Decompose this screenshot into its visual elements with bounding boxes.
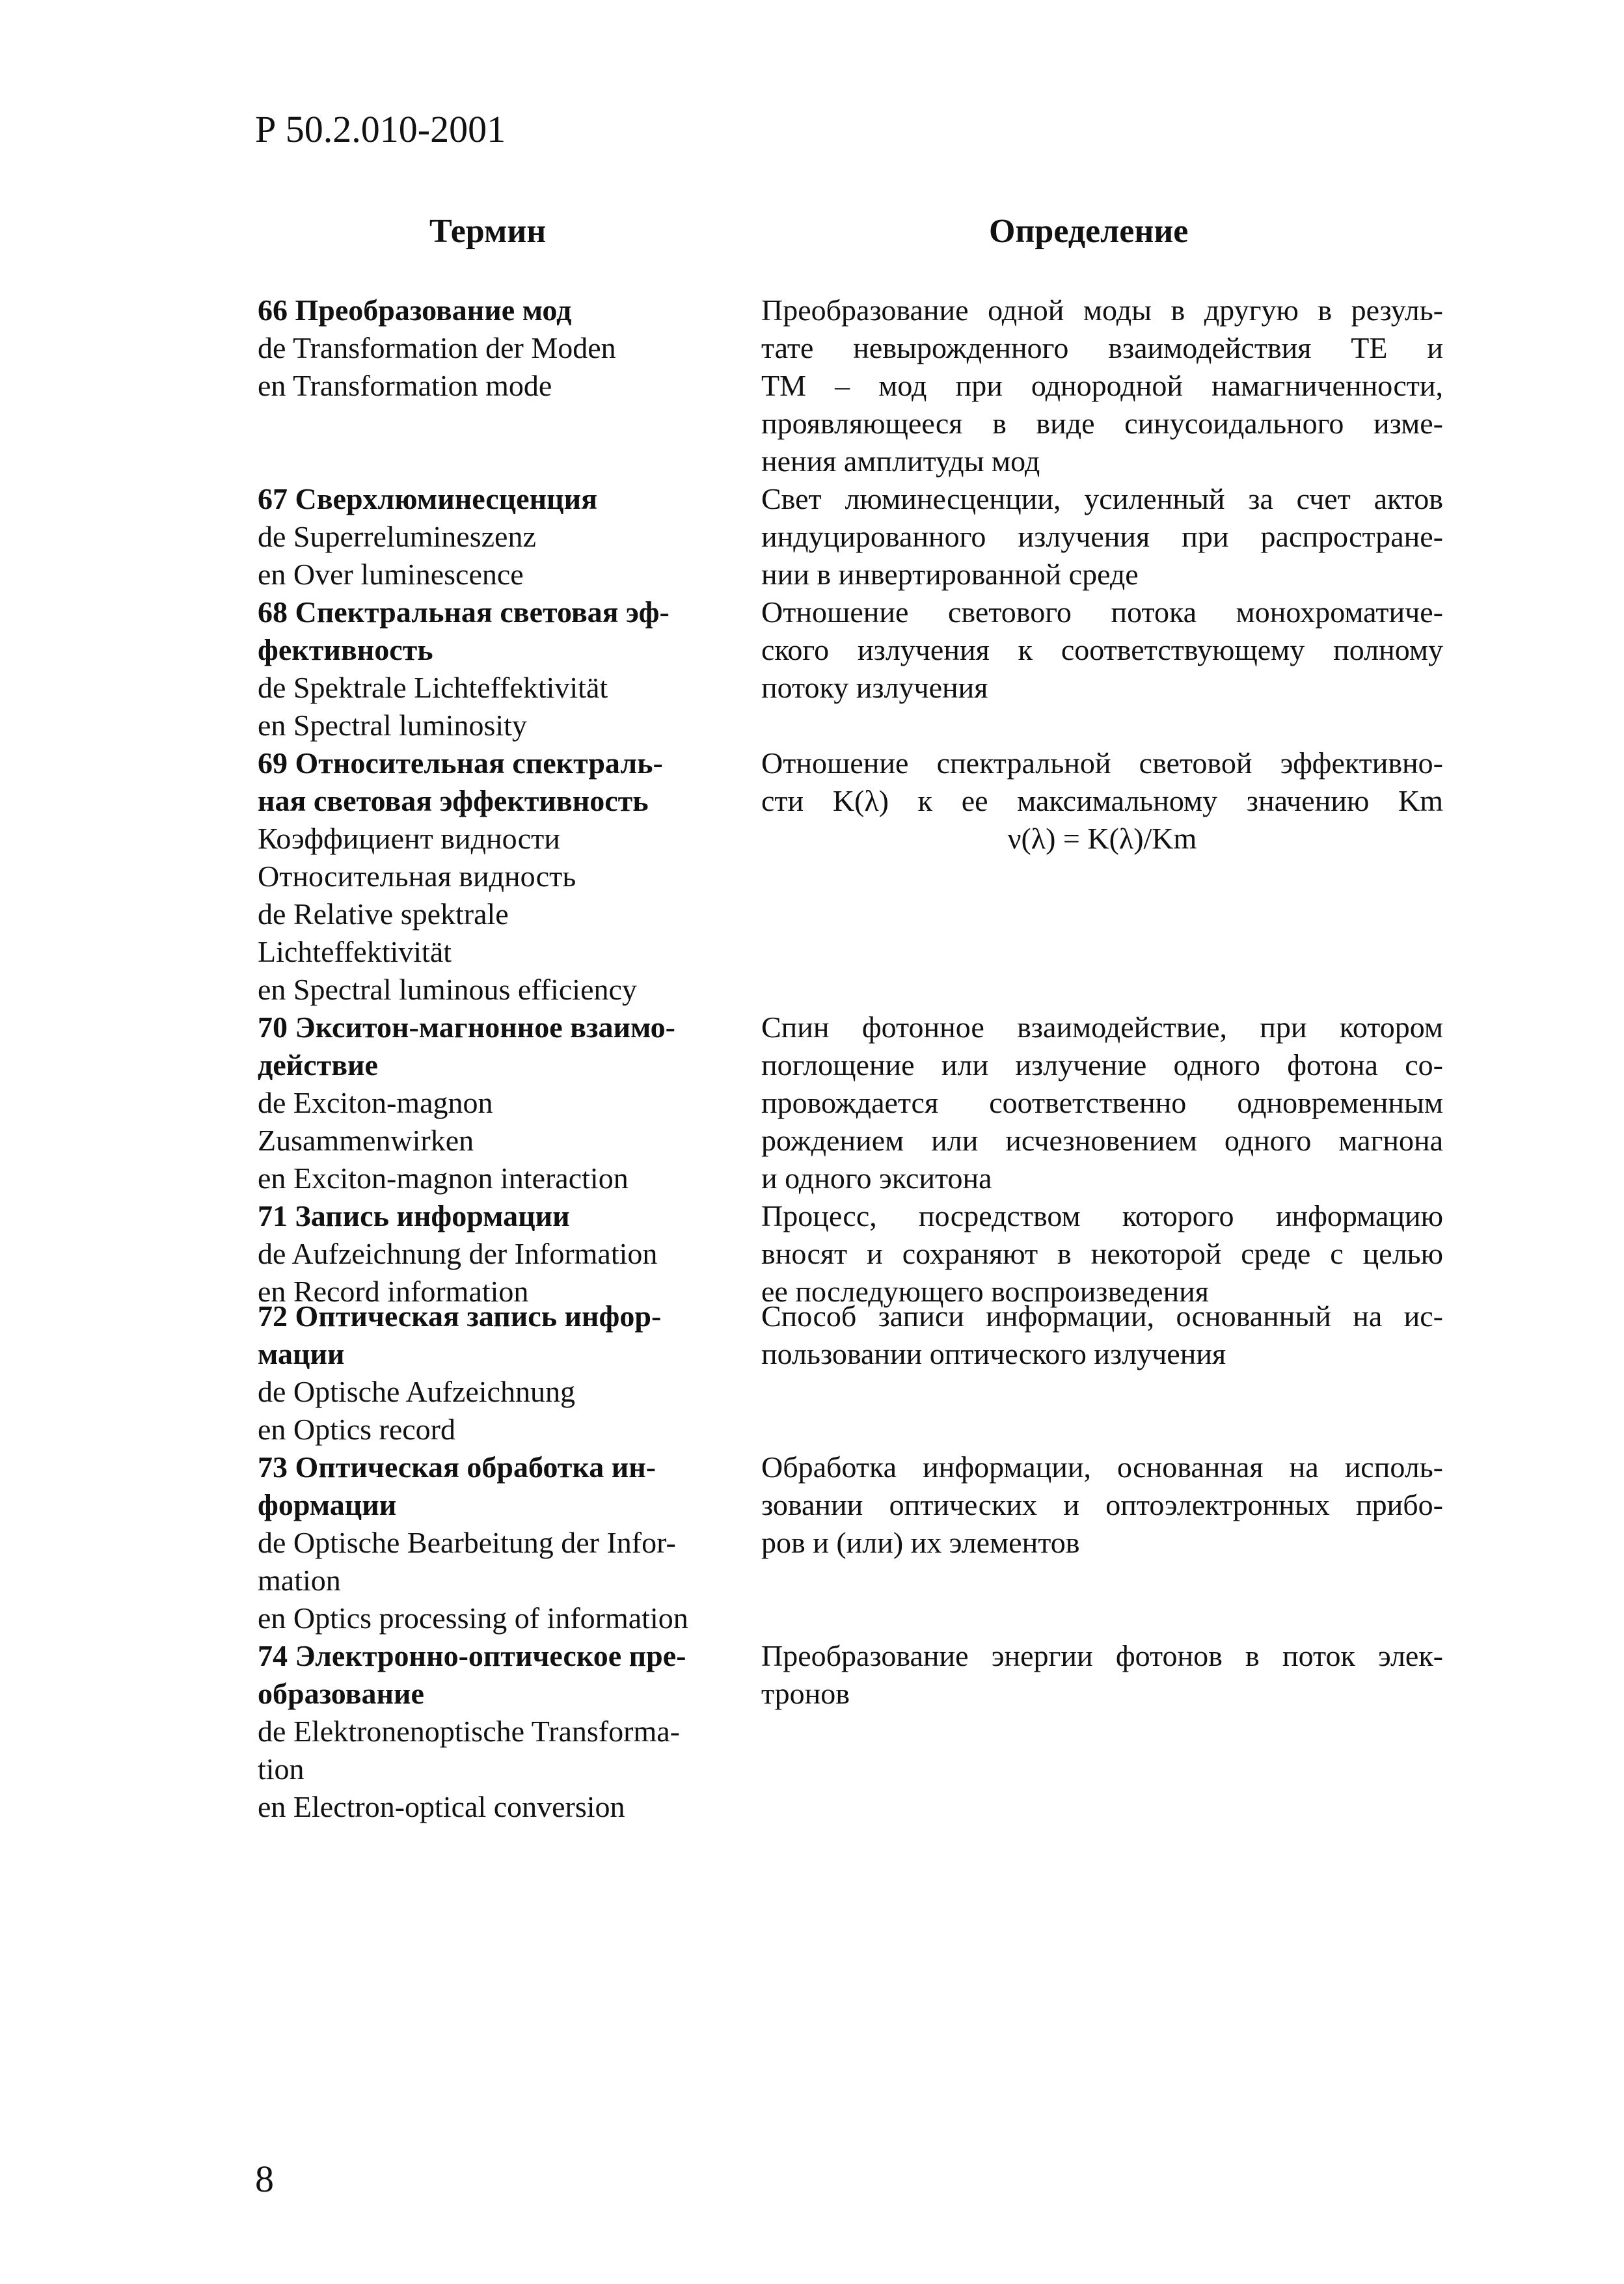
definition-line: потоку излучения: [761, 671, 988, 704]
term-translation: de Transformation der Moden: [258, 331, 616, 364]
entry-term-73: [258, 1448, 752, 1637]
term-translation: de Superrelumineszenz: [258, 520, 536, 553]
definition-line: провождается соответственно одновременным: [761, 1086, 1443, 1119]
term-translation: en Over luminescence: [258, 558, 524, 591]
term-title: 66 Преобразование мод: [258, 293, 572, 327]
term-translation: de Spektrale Lichteffektivität: [258, 671, 608, 704]
entry-definition-67: [761, 480, 1443, 593]
term-translation: Zusammenwirken: [258, 1124, 474, 1157]
term-title: образование: [258, 1677, 424, 1710]
entry-term-74: [258, 1637, 752, 1826]
entry-term-71: [258, 1197, 752, 1311]
definition-line: сти K(λ) к ее максимальному значению Km: [761, 784, 1443, 817]
term-translation: de Optische Aufzeichnung: [258, 1375, 575, 1408]
term-translation: de Exciton-magnon: [258, 1086, 493, 1119]
definition-line: Процесс, посредством которого информацию: [761, 1199, 1443, 1232]
entry-term-67: [258, 480, 752, 593]
term-translation: tion: [258, 1752, 304, 1786]
definition-line: Преобразование энергии фотонов в поток элек-: [761, 1639, 1443, 1672]
column-header-term: Термин: [429, 213, 547, 250]
term-title: фективность: [258, 633, 433, 666]
term-translation: de Relative spektrale: [258, 897, 509, 931]
definition-line: ского излучения к соответствующему полному: [761, 633, 1443, 666]
term-title: 67 Сверхлюминесценция: [258, 482, 597, 515]
definition-line: тате невырожденного взаимодействия TE и: [761, 331, 1443, 364]
definition-line: поглощение или излучение одного фотона со-: [761, 1048, 1443, 1081]
term-translation: en Record information: [258, 1275, 529, 1308]
definition-line: TM – мод при однородной намагниченности,: [761, 369, 1443, 402]
term-title: 68 Спектральная световая эф-: [258, 595, 670, 629]
term-translation: Lichteffektivität: [258, 935, 452, 968]
term-title: действие: [258, 1048, 378, 1081]
entry-term-72: [258, 1298, 752, 1448]
term-translation: de Aufzeichnung der Information: [258, 1237, 658, 1270]
term-title: мации: [258, 1337, 345, 1370]
definition-line: тронов: [761, 1677, 850, 1710]
definition-line: Обработка информации, основанная на исполь-: [761, 1450, 1443, 1484]
entry-term-66: [258, 292, 752, 405]
term-synonym: Коэффициент видности: [258, 822, 560, 855]
term-translation: mation: [258, 1564, 341, 1597]
entry-term-69: [258, 744, 752, 1009]
term-translation: en Spectral luminous efficiency: [258, 973, 637, 1006]
definition-line: ее последующего воспроизведения: [761, 1275, 1209, 1308]
definition-line: проявляющееся в виде синусоидального изме-: [761, 407, 1443, 440]
entry-definition-72: [761, 1298, 1443, 1373]
definition-line: и одного экситона: [761, 1162, 992, 1195]
term-title: 71 Запись информации: [258, 1199, 570, 1232]
definition-line: Отношение спектральной световой эффективно-: [761, 746, 1443, 780]
term-title: формации: [258, 1488, 397, 1521]
term-title: ная световая эффективность: [258, 784, 649, 817]
page-number: 8: [255, 2158, 274, 2200]
entry-term-70: [258, 1009, 752, 1197]
entry-definition-74: [761, 1637, 1443, 1713]
definition-line: зовании оптических и оптоэлектронных прибо-: [761, 1488, 1443, 1521]
entry-definition-73: [761, 1448, 1443, 1562]
column-header-definition: Определение: [989, 213, 1189, 250]
term-title: 74 Электронно-оптическое пре-: [258, 1639, 686, 1672]
definition-line: индуцированного излучения при распростране-: [761, 520, 1443, 553]
definition-line: нии в инвертированной среде: [761, 558, 1139, 591]
term-translation: en Optics processing of information: [258, 1601, 688, 1635]
definition-line: Свет люминесценции, усиленный за счет актов: [761, 482, 1443, 515]
term-translation: de Optische Bearbeitung der Infor-: [258, 1526, 676, 1559]
entry-definition-68: [761, 593, 1443, 707]
entry-definition-71: [761, 1197, 1443, 1311]
term-translation: en Optics record: [258, 1413, 455, 1446]
term-translation: en Spectral luminosity: [258, 709, 527, 742]
term-title: 69 Относительная спектраль-: [258, 746, 663, 780]
term-translation: en Electron-optical conversion: [258, 1790, 625, 1823]
definition-line: Спин фотонное взаимодействие, при котором: [761, 1011, 1443, 1044]
term-translation: en Transformation mode: [258, 369, 552, 402]
definition-line: Отношение светового потока монохроматиче-: [761, 595, 1443, 629]
term-synonym: Относительная видность: [258, 860, 576, 893]
definition-line: Способ записи информации, основанный на ис-: [761, 1299, 1443, 1333]
entry-definition-66: [761, 292, 1443, 480]
entry-definition-69: [761, 744, 1443, 858]
entry-term-68: [258, 593, 752, 744]
document-code: Р 50.2.010-2001: [255, 108, 506, 150]
term-title: 72 Оптическая запись инфор-: [258, 1299, 662, 1333]
term-title: 73 Оптическая обработка ин-: [258, 1450, 656, 1484]
definition-line: пользовании оптического излучения: [761, 1337, 1226, 1370]
definition-line: ров и (или) их элементов: [761, 1526, 1080, 1559]
definition-formula: ν(λ) = K(λ)/Km: [1007, 822, 1197, 855]
term-translation: en Exciton-magnon interaction: [258, 1162, 629, 1195]
definition-line: Преобразование одной моды в другую в резуль-: [761, 293, 1443, 327]
term-title: 70 Экситон-магнонное взаимо-: [258, 1011, 676, 1044]
definition-line: вносят и сохраняют в некоторой среде с целью: [761, 1237, 1443, 1270]
entry-definition-70: [761, 1009, 1443, 1197]
definition-line: нения амплитуды мод: [761, 444, 1040, 478]
term-translation: de Elektronenoptische Transforma-: [258, 1715, 680, 1748]
definition-line: рождением или исчезновением одного магнона: [761, 1124, 1443, 1157]
